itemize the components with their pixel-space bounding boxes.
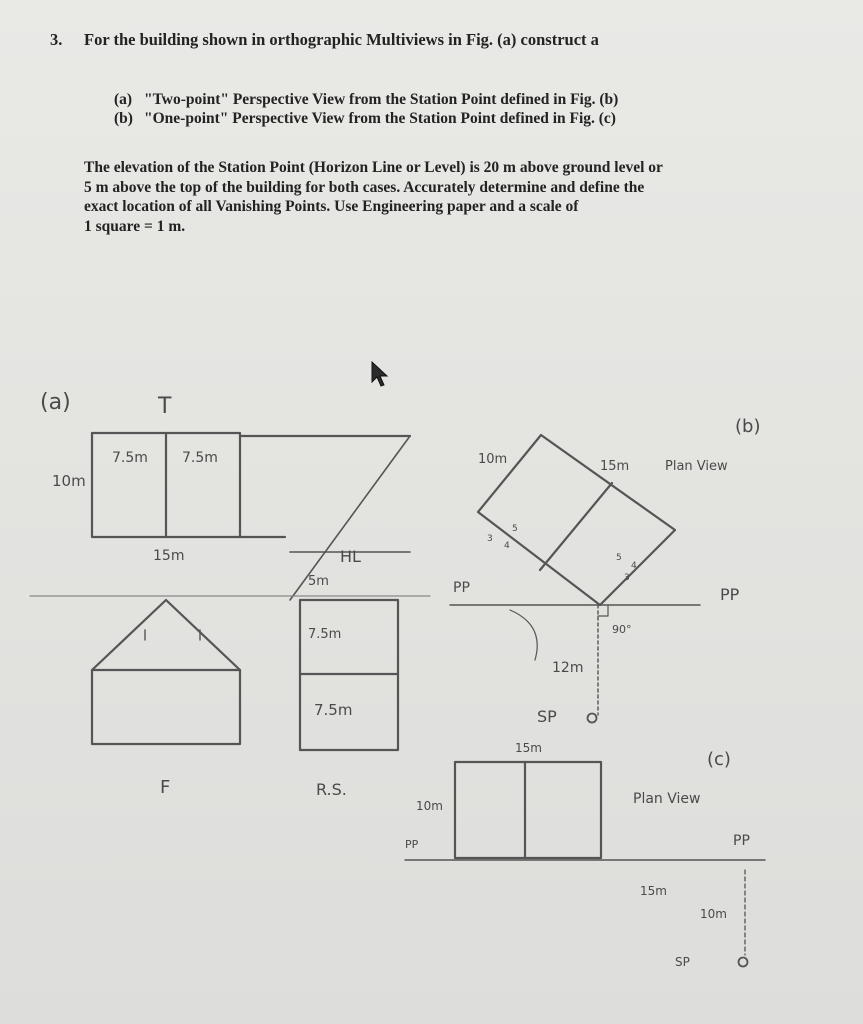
station-point-b <box>588 714 597 723</box>
fig-a-side-label: R.S. <box>316 780 347 799</box>
task-b-label: (b) <box>114 110 133 127</box>
fig-c-plan-view <box>405 762 765 967</box>
fig-a-front-view <box>92 600 240 744</box>
fig-b-plan-view <box>450 435 700 723</box>
fig-c-caption: Plan View <box>633 791 701 807</box>
fig-a-rs-dim-bottom: 7.5m <box>314 701 353 719</box>
fig-b-pp-left: PP <box>453 580 470 596</box>
fig-c-label: (c) <box>707 749 731 770</box>
front-view-roof <box>92 600 240 670</box>
fig-b-tick-4b: 4 <box>631 561 637 571</box>
task-a-text: "Two-point" Perspective View from the Station Point defined in Fig. (b) <box>144 91 619 108</box>
plan-c-outline <box>455 762 601 858</box>
fig-a-top-label: T <box>158 394 172 419</box>
fig-b-dim-15: 15m <box>600 459 630 474</box>
fig-b-tick-3b: 3 <box>624 573 630 583</box>
fig-b-caption: Plan View <box>665 459 728 474</box>
fig-a-rs-dim-top: 7.5m <box>308 627 342 642</box>
problem-intro: For the building shown in orthographic Multiviews in Fig. (a) construct a <box>84 30 599 49</box>
instructions-line-3: exact location of all Vanishing Points. Use Engineering paper and a scale of <box>84 198 579 215</box>
fig-a-hl-label: HL <box>340 547 361 566</box>
plan-b-arc <box>510 610 537 660</box>
fig-b-tick-5b: 5 <box>616 553 622 563</box>
instructions-line-2: 5 m above the top of the building for both cases. Accurately determine and define the <box>84 178 645 196</box>
fig-c-pp-right: PP <box>733 833 750 849</box>
fig-b-sp: SP <box>537 707 557 726</box>
problem-number: 3. <box>50 30 63 49</box>
task-a-label: (a) <box>114 91 133 108</box>
task-b-text: "One-point" Perspective View from the Station Point defined in Fig. (c) <box>144 110 616 127</box>
fig-c-dim-15-top: 15m <box>515 741 542 755</box>
fig-a-top-view <box>30 433 430 600</box>
plan-b-outline <box>478 435 675 605</box>
instructions-line-1: The elevation of the Station Point (Horizon Line or Level) is 20 m above ground level or <box>84 159 663 176</box>
fig-a-dim-top-right: 7.5m <box>182 450 218 466</box>
fig-b-dim-12: 12m <box>552 660 584 676</box>
fig-a-dim-width: 15m <box>153 548 185 564</box>
fig-c-dim-15-bottom: 15m <box>640 884 667 898</box>
fig-c-dim-10-right: 10m <box>700 907 727 921</box>
fig-a-dim-top-left: 7.5m <box>112 450 148 466</box>
fig-b-dim-10: 10m <box>478 452 508 467</box>
fig-b-angle: 90° <box>612 623 632 636</box>
fig-b-tick-3a: 3 <box>487 534 493 544</box>
front-view-walls <box>92 670 240 744</box>
fig-a-front-label: F <box>160 777 171 798</box>
fig-a-dim-hl: 5m <box>308 574 329 589</box>
station-point-c <box>739 958 748 967</box>
fig-a-side-view <box>300 600 398 750</box>
fig-a-label: (a) <box>40 390 71 415</box>
fig-c-dim-10-left: 10m <box>416 799 443 813</box>
plan-b-ridge <box>540 483 612 570</box>
instructions-line-4: 1 square = 1 m. <box>84 217 186 235</box>
cursor-arrow-icon <box>372 362 387 386</box>
fig-a-dim-depth: 10m <box>52 472 86 490</box>
fig-c-pp-left: PP <box>405 838 419 851</box>
fig-b-pp-right: PP <box>720 585 740 604</box>
fig-b-tick-4a: 4 <box>504 541 510 551</box>
fig-b-tick-5a: 5 <box>512 524 518 534</box>
right-angle-mark <box>598 605 608 616</box>
fig-c-sp: SP <box>675 955 690 969</box>
fig-b-label: (b) <box>735 416 761 437</box>
